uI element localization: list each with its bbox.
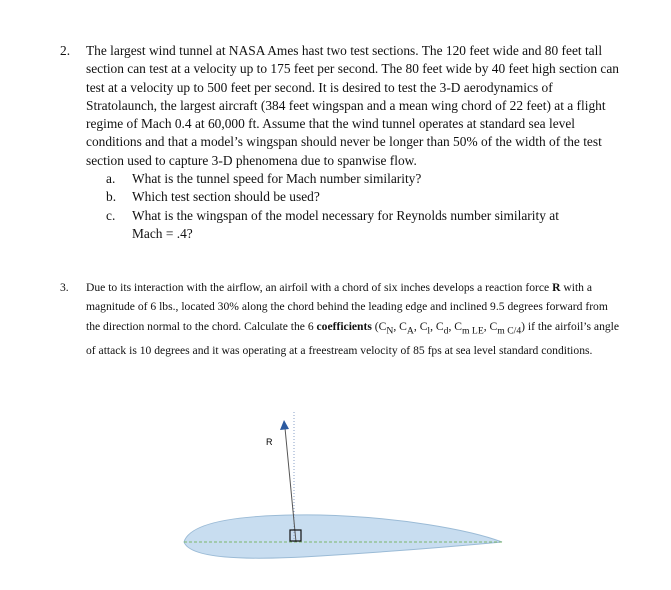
- part-text-continued: Mach = .4?: [132, 225, 193, 241]
- force-vector-line: [285, 428, 296, 542]
- part-letter: c.: [106, 207, 116, 223]
- question-3-text: [86, 278, 620, 360]
- q3-coefficients-word: coefficients: [316, 319, 372, 333]
- subscript: d: [443, 325, 449, 337]
- question-2-part-c: [106, 207, 620, 244]
- separator: , C: [430, 319, 444, 333]
- question-2-text: The largest wind tunnel at NASA Ames hast two test sections. The 120 feet wide and 80 feet tall section can test at a velocity up to 175 feet per second. The 80 feet wide by 40 feet high section can test at a velocity up to 500 feet per second. It is desired to test the 3-D aerodynamics of Stratolaunch, the largest aircraft (384 feet wingspan and a mean wing chord of 22 feet) at a flight regime of Mach 0.4 at 60,000 ft. Assume that the wind tunnel operates at standard sea level conditions and that a model’s wingspan should never be longer than 50% of the width of the test section used to capture 3-D phenomena due to spanwise flow.: [86, 43, 619, 168]
- question-3-number: 3.: [60, 281, 69, 294]
- part-text: Which test section should be used?: [132, 189, 320, 205]
- q3-force-symbol: R: [552, 281, 561, 294]
- q3-text-b: with a magnitude of 6 lbs., located 30% along the chord behind the leading edge and inclined 9.5 degrees forward from the direction normal to the chord. Calculate the 6: [86, 281, 608, 333]
- separator: , C: [393, 319, 407, 333]
- separator: , C: [448, 319, 462, 333]
- airfoil-shape: [184, 515, 502, 558]
- q3-text-a: Due to its interaction with the airflow, an airfoil with a chord of six inches develops a reaction force: [86, 281, 553, 294]
- force-label-r: R: [266, 437, 273, 447]
- subscript: l: [427, 325, 431, 337]
- question-3: [60, 278, 620, 360]
- part-text: What is the wingspan of the model necessary for Reynolds number similarity at: [132, 207, 559, 223]
- right-angle-marker: [290, 530, 301, 541]
- separator: , C: [483, 319, 498, 333]
- subscript: m LE: [462, 325, 484, 337]
- subscript: N: [386, 325, 394, 337]
- q3-text-d: ) if the airfoil’s angle of attack is 10 degrees and it was operating at a freestream velocity of 85 fps at sea level standard conditions.: [86, 319, 620, 357]
- question-2: [60, 42, 620, 243]
- question-2-part-a: [106, 170, 620, 188]
- question-2-number: 2.: [60, 43, 71, 58]
- separator: , C: [413, 319, 428, 333]
- force-arrowhead: [280, 420, 289, 430]
- q3-text-c: (C: [371, 319, 387, 333]
- subscript: A: [406, 325, 414, 337]
- subscript: m C/4: [497, 325, 522, 337]
- part-letter: a.: [106, 171, 116, 187]
- part-letter: b.: [106, 189, 117, 205]
- question-2-part-b: [106, 188, 620, 206]
- part-text: What is the tunnel speed for Mach number similarity?: [132, 171, 422, 187]
